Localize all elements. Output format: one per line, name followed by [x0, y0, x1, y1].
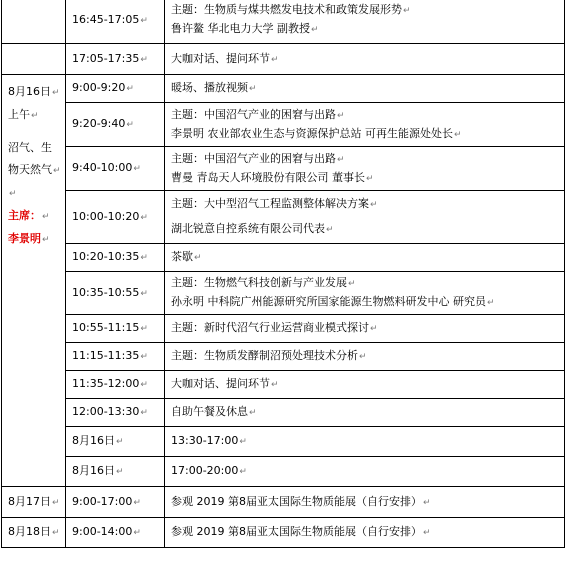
- table-row: [2, 147, 565, 191]
- time-cell: 10:00-10:20↵: [66, 191, 165, 244]
- content-cell: 主题：大中型沼气工程监测整体解决方案↵ 湖北锐意自控系统有限公司代表↵: [165, 191, 565, 244]
- table-row: [2, 75, 565, 103]
- content-cell: 主题：中国沼气产业的困窘与出路↵ 李景明 农业部农业生态与资源保护总站 可再生能源处处长↵: [165, 103, 565, 147]
- time-cell: 9:20-9:40↵: [66, 103, 165, 147]
- time-cell: 10:35-10:55↵: [66, 272, 165, 315]
- time-cell: 9:00-17:00↵: [66, 487, 165, 518]
- day-topic: 沼气、生: [8, 141, 52, 154]
- time-cell: 9:00-9:20↵: [66, 75, 165, 103]
- content-cell: 大咖对话、提问环节↵: [165, 371, 565, 399]
- table-row: [2, 399, 565, 427]
- table-row: [2, 343, 565, 371]
- table-row: [2, 0, 565, 44]
- time-cell: 16:45-17:05↵: [66, 0, 165, 44]
- day-period: 上午: [8, 108, 30, 121]
- content-cell: 主题：中国沼气产业的困窘与出路↵ 曹曼 青岛天人环境股份有限公司 董事长↵: [165, 147, 565, 191]
- time-cell: 11:15-11:35↵: [66, 343, 165, 371]
- content-cell: 主题：新时代沼气行业运营商业模式探讨↵: [165, 315, 565, 343]
- time-cell: 17:00-20:00↵: [165, 457, 565, 487]
- time-cell: 10:20-10:35↵: [66, 244, 165, 272]
- chair-name: 李景明: [8, 232, 41, 245]
- time-cell: 13:30-17:00↵: [165, 427, 565, 457]
- content-cell: 主题：生物质与煤共燃发电技术和政策发展形势↵ 鲁许鳌 华北电力大学 副教授↵: [165, 0, 565, 44]
- content-cell: 参观 2019 第8届亚太国际生物质能展（自行安排）↵: [165, 518, 565, 548]
- table-row: [2, 315, 565, 343]
- table-row: [2, 191, 565, 244]
- time-cell: 12:00-13:30↵: [66, 399, 165, 427]
- table-row: [2, 427, 565, 457]
- date-cell-empty: [2, 44, 66, 75]
- date-cell: 8月16日↵: [66, 457, 165, 487]
- schedule-table: [1, 0, 565, 548]
- time-cell: 9:00-14:00↵: [66, 518, 165, 548]
- date-cell-empty: [2, 0, 66, 44]
- table-row: [2, 518, 565, 548]
- table-row: [2, 44, 565, 75]
- date-cell: 8月17日↵: [2, 487, 66, 518]
- chair-label: 主席：: [8, 209, 41, 222]
- table-row: [2, 371, 565, 399]
- table-row: [2, 103, 565, 147]
- content-cell: 主题：生物燃气科技创新与产业发展↵ 孙永明 中科院广州能源研究所国家能源生物燃料研发中心 研究员↵: [165, 272, 565, 315]
- table-row: [2, 244, 565, 272]
- content-cell: 自助午餐及休息↵: [165, 399, 565, 427]
- content-cell: 大咖对话、提问环节↵: [165, 44, 565, 75]
- time-cell: 11:35-12:00↵: [66, 371, 165, 399]
- content-cell: 参观 2019 第8届亚太国际生物质能展（自行安排）↵: [165, 487, 565, 518]
- content-cell: 茶歇↵: [165, 244, 565, 272]
- content-cell: 暖场、播放视频↵: [165, 75, 565, 103]
- table-row: [2, 487, 565, 518]
- table-row: [2, 272, 565, 315]
- time-cell: 17:05-17:35↵: [66, 44, 165, 75]
- time-cell: 9:40-10:00↵: [66, 147, 165, 191]
- date-cell: 8月16日↵: [66, 427, 165, 457]
- day-date: 8月16日: [8, 85, 51, 98]
- table-row: [2, 457, 565, 487]
- content-cell: 主题：生物质发酵制沼预处理技术分析↵: [165, 343, 565, 371]
- time-cell: 10:55-11:15↵: [66, 315, 165, 343]
- date-cell: 8月18日↵: [2, 518, 66, 548]
- day-block-cell: 8月16日↵ 上午↵ 沼气、生 物天然气↵ ↵ 主席：↵ 李景明↵: [2, 75, 66, 487]
